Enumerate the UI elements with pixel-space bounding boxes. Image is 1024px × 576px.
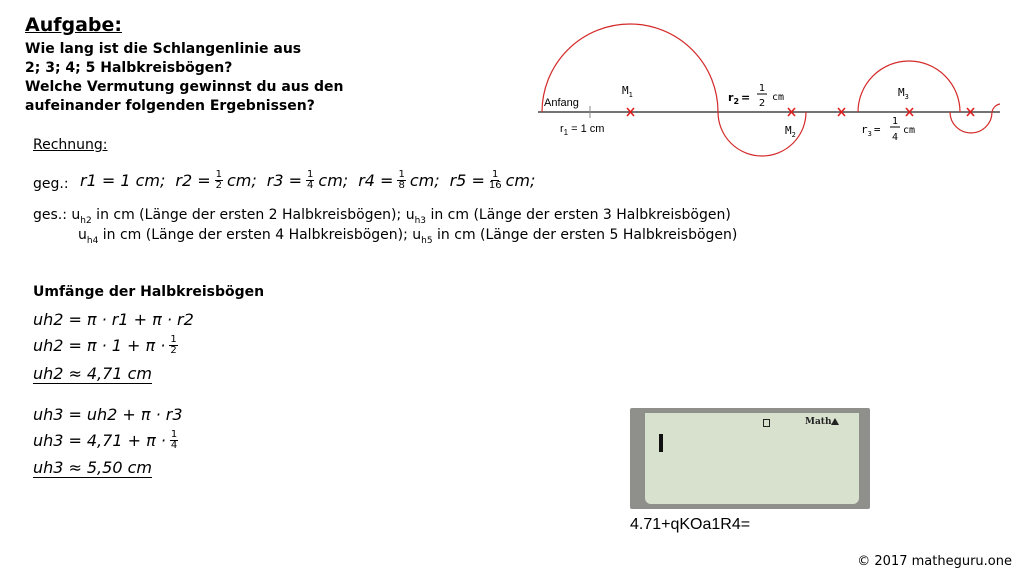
sought-line-1: ges.: $u_{h2}$ in cm (Länge der ersten 2 Halbkreisbögen); $u_{h3}$ in cm (Länge der ersten 3 Halbkreisbögen) xyxy=(33,207,731,226)
svg-text:1: 1 xyxy=(758,83,766,94)
task-line-4: aufeinander folgenden Ergebnissen? xyxy=(25,98,315,114)
perimeters-title: Umfänge der Halbkreisbögen xyxy=(33,284,265,300)
snake-line-diagram xyxy=(530,10,1010,210)
r1-label: $r_1 = 1$ cm xyxy=(560,123,605,137)
start-label: Anfang xyxy=(544,97,579,109)
formula-uh2-subst: uh2 = π · 1 + π · $\frac{1}{2}$ xyxy=(33,334,177,356)
given-r5-unit: cm; xyxy=(505,171,536,190)
m2-label: $M_2$ xyxy=(785,124,796,139)
svg-text:cm: cm xyxy=(772,92,785,103)
svg-text:2: 2 xyxy=(758,98,766,109)
svg-text:1: 1 xyxy=(891,116,899,127)
arc-4 xyxy=(950,112,992,133)
given-radii xyxy=(80,170,535,191)
m3-label: $M_3$ xyxy=(898,86,909,101)
formula-uh2-result: uh2 ≈ 4,71 cm xyxy=(33,364,152,383)
arc-5 xyxy=(992,104,1000,112)
calculator-mode: Math xyxy=(805,417,832,427)
formula-uh3-def: uh3 = uh2 + π · r3 xyxy=(33,405,183,424)
formula-uh3-result: uh3 ≈ 5,50 cm xyxy=(33,458,152,477)
given-r3-lhs: r3 = xyxy=(266,171,303,190)
svg-text:4: 4 xyxy=(891,132,899,143)
given-r3-fraction: $\frac{1}{4}$ xyxy=(307,169,314,191)
calculation-label: Rechnung: xyxy=(33,137,108,153)
given-r1: r1 = 1 cm; xyxy=(80,171,166,190)
sought-line-2: $u_{h4}$ in cm (Länge der ersten 4 Halbkreisbögen); $u_{h5}$ in cm (Länge der ersten 5 Halbkreisbögen) xyxy=(78,227,738,246)
degree-indicator-icon xyxy=(763,419,770,427)
scroll-up-icon xyxy=(831,418,839,425)
task-heading: Aufgabe: xyxy=(25,14,123,36)
given-r5-fraction: $\frac{1}{16}$ xyxy=(488,169,502,191)
cursor-icon xyxy=(659,434,663,452)
svg-text:r3=: $r_3$ = xyxy=(861,123,881,138)
formula-uh3-subst: uh3 = 4,71 + π · $\frac{1}{4}$ xyxy=(33,429,178,451)
calculator-display-panel xyxy=(630,408,870,509)
given-r4-unit: cm; xyxy=(409,171,440,190)
given-r5-lhs: r5 = xyxy=(449,171,485,190)
given-r2-lhs: r2 = xyxy=(175,171,211,190)
given-r4-lhs: r4 = xyxy=(358,171,394,190)
task-line-2: 2; 3; 4; 5 Halbkreisbögen? xyxy=(25,60,233,76)
arc-3 xyxy=(858,61,960,112)
formula-uh2-def: uh2 = π · r1 + π · r2 xyxy=(33,310,194,329)
calculator-screen xyxy=(645,413,859,504)
task-line-1: Wie lang ist die Schlangenlinie aus xyxy=(25,41,302,57)
task-line-3: Welche Vermutung gewinnst du aus den xyxy=(25,79,344,95)
r2-label xyxy=(728,83,784,109)
svg-text:r2=: $r_2$ = xyxy=(728,91,751,106)
r3-label xyxy=(861,116,915,143)
m1-label: $M_1$ xyxy=(622,84,633,99)
given-r2-unit: cm; xyxy=(227,171,257,190)
given-r3-unit: cm; xyxy=(318,171,349,190)
given-r2-fraction: $\frac{1}{2}$ xyxy=(215,169,222,191)
given-prefix: geg.: xyxy=(33,176,69,192)
svg-text:cm: cm xyxy=(903,125,916,136)
given-r4-fraction: $\frac{1}{8}$ xyxy=(398,169,405,191)
copyright-notice: © 2017 matheguru.one xyxy=(857,554,1012,569)
calculator-keystrokes: 4.71+qKOa1R4= xyxy=(630,516,751,533)
